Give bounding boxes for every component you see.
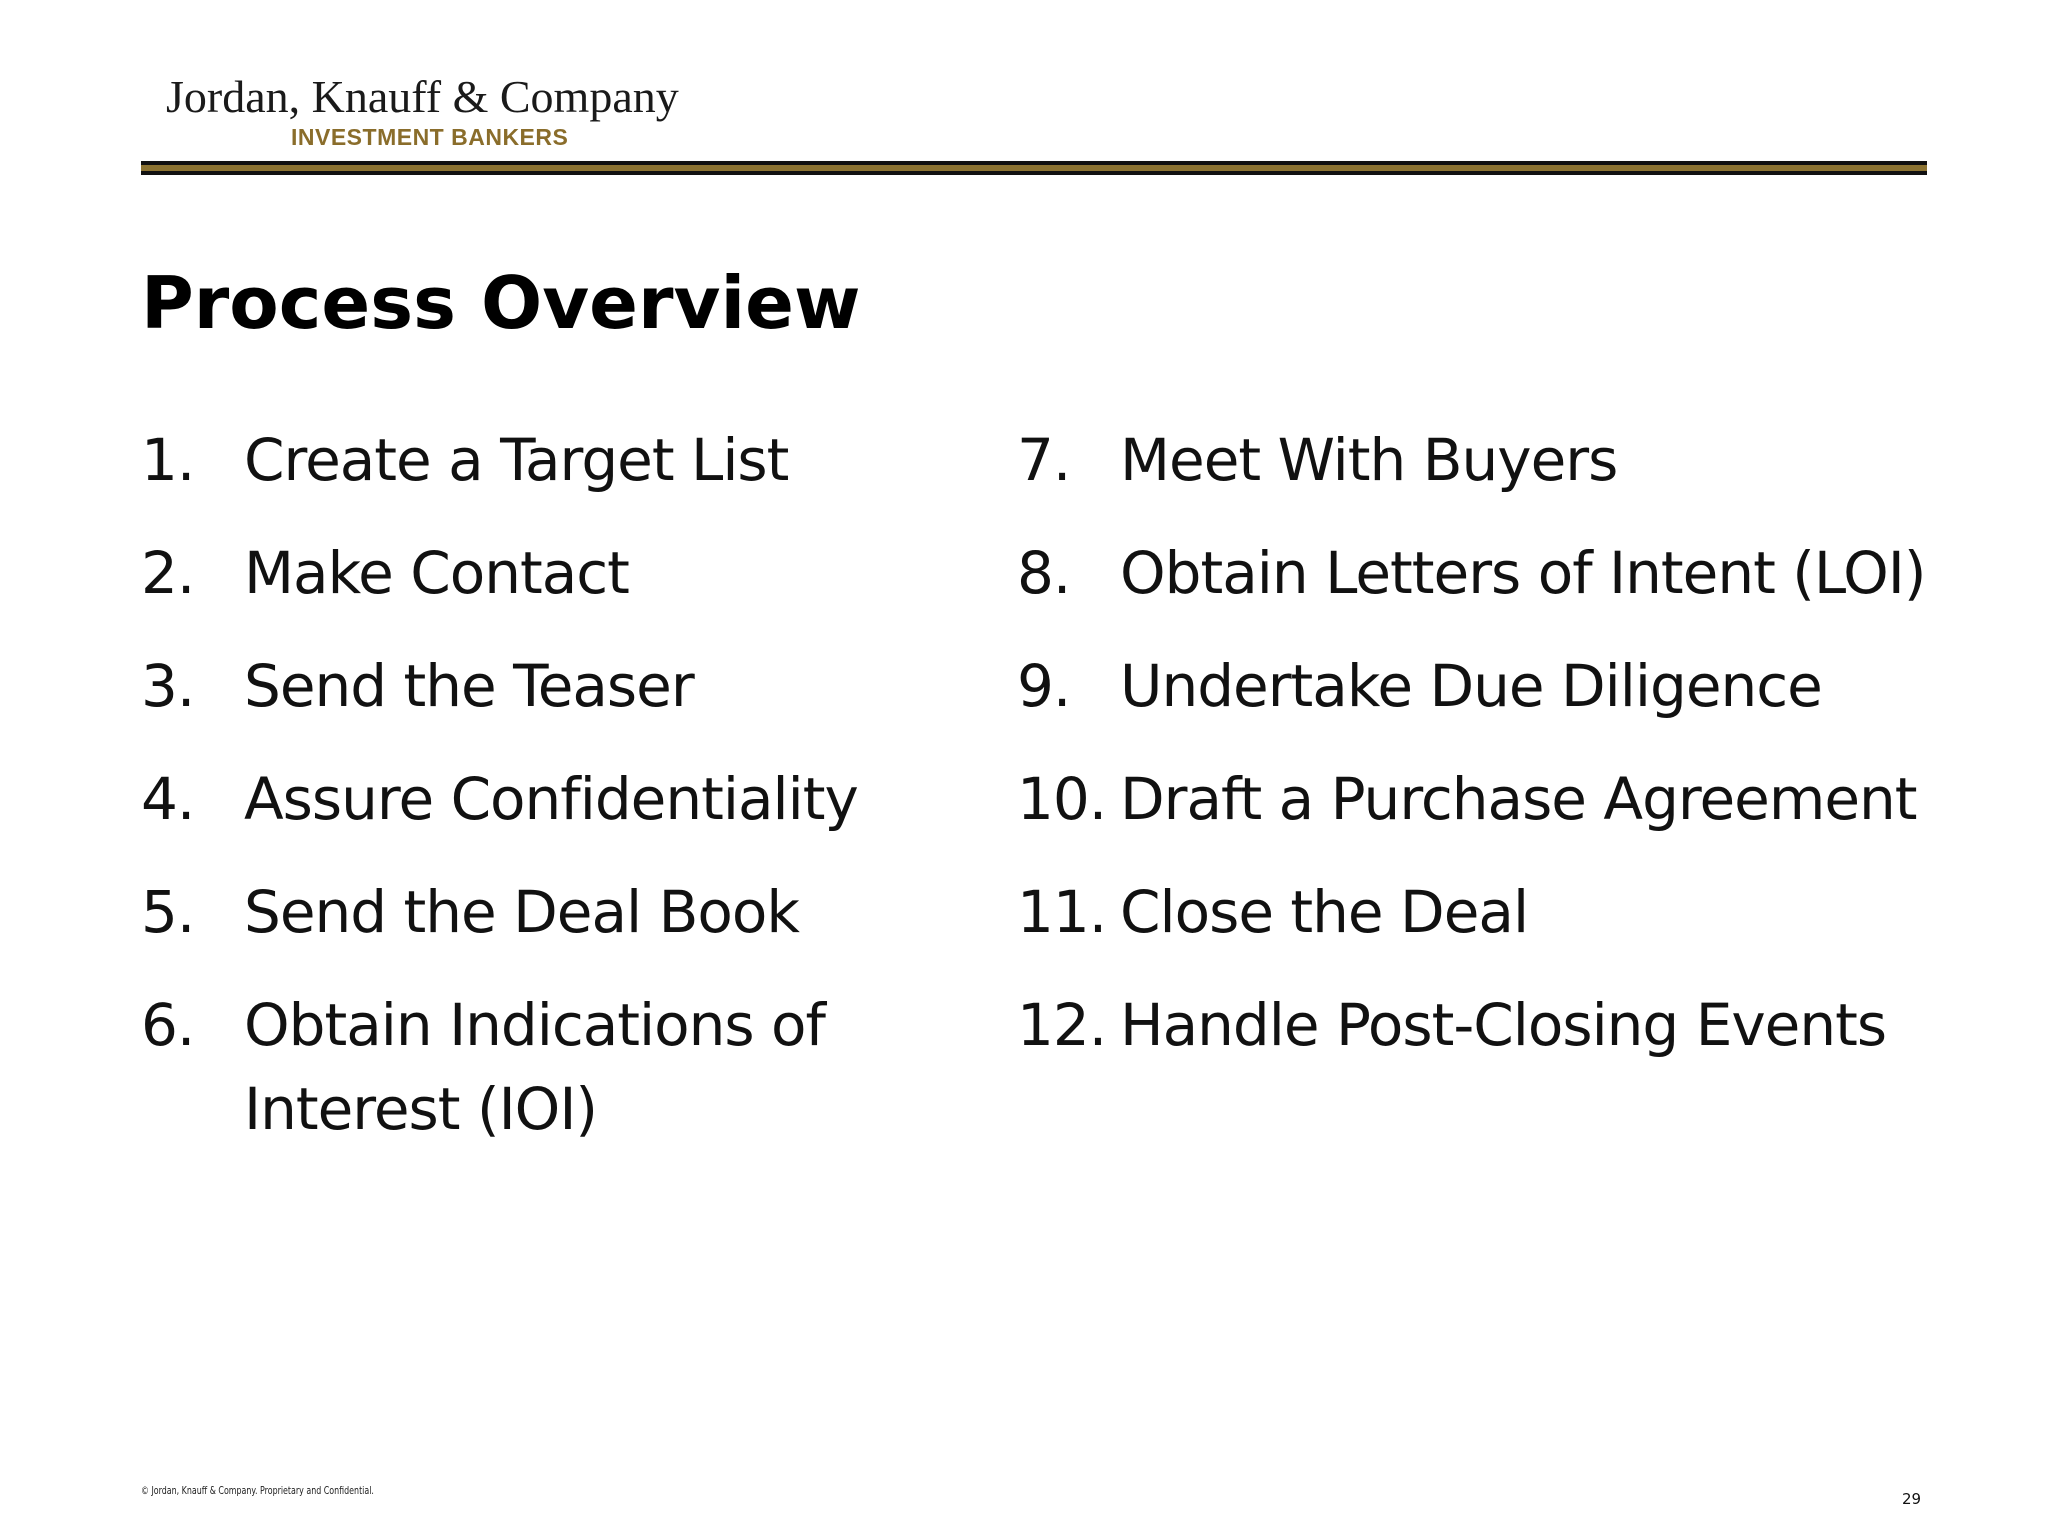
process-step bbox=[141, 983, 1001, 1151]
step-number: 11. bbox=[1017, 878, 1107, 946]
step-label: Handle Post-Closing Events bbox=[1120, 991, 1887, 1059]
step-number: 7. bbox=[1017, 426, 1071, 494]
step-label: Send the Deal Book bbox=[244, 878, 799, 946]
process-step bbox=[1017, 983, 2027, 1067]
process-step bbox=[1017, 644, 2027, 728]
step-number: 1. bbox=[141, 426, 195, 494]
step-number: 5. bbox=[141, 878, 195, 946]
process-step bbox=[1017, 531, 2027, 615]
step-label: Assure Confidentiality bbox=[244, 765, 858, 833]
process-step bbox=[1017, 757, 2027, 841]
step-label: Undertake Due Diligence bbox=[1120, 652, 1822, 720]
firm-logo bbox=[166, 70, 706, 150]
process-step bbox=[141, 870, 1001, 954]
page-number: 29 bbox=[1902, 1490, 1922, 1508]
step-label: Meet With Buyers bbox=[1120, 426, 1618, 494]
page-title: Process Overview bbox=[141, 261, 861, 345]
firm-name: Jordan, Knauff & Company bbox=[166, 71, 679, 122]
step-label: Make Contact bbox=[244, 539, 629, 607]
step-label: Draft a Purchase Agreement bbox=[1120, 765, 1917, 833]
step-number: 4. bbox=[141, 765, 195, 833]
step-number: 6. bbox=[141, 991, 195, 1059]
process-step bbox=[1017, 870, 2027, 954]
step-label: Send the Teaser bbox=[244, 652, 694, 720]
step-label: Close the Deal bbox=[1120, 878, 1529, 946]
step-number: 10. bbox=[1017, 765, 1107, 833]
header-divider bbox=[141, 161, 1927, 177]
step-number: 3. bbox=[141, 652, 195, 720]
step-number: 8. bbox=[1017, 539, 1071, 607]
process-step bbox=[141, 757, 1001, 841]
process-step bbox=[141, 644, 1001, 728]
process-step bbox=[141, 531, 1001, 615]
step-label: Obtain Indications of Interest (IOI) bbox=[244, 991, 825, 1143]
header-divider-bottom-line bbox=[141, 171, 1927, 175]
process-step bbox=[1017, 418, 2027, 502]
process-steps-left-column bbox=[141, 418, 1001, 1151]
firm-tagline: INVESTMENT BANKERS bbox=[291, 124, 569, 150]
step-number: 12. bbox=[1017, 991, 1107, 1059]
step-label: Obtain Letters of Intent (LOI) bbox=[1120, 539, 1926, 607]
step-number: 9. bbox=[1017, 652, 1071, 720]
process-steps-right-column bbox=[1017, 418, 2027, 1067]
step-number: 2. bbox=[141, 539, 195, 607]
footer-copyright: © Jordan, Knauff & Company. Proprietary and Confidential. bbox=[141, 1484, 374, 1497]
step-label: Create a Target List bbox=[244, 426, 789, 494]
process-step bbox=[141, 418, 1001, 502]
